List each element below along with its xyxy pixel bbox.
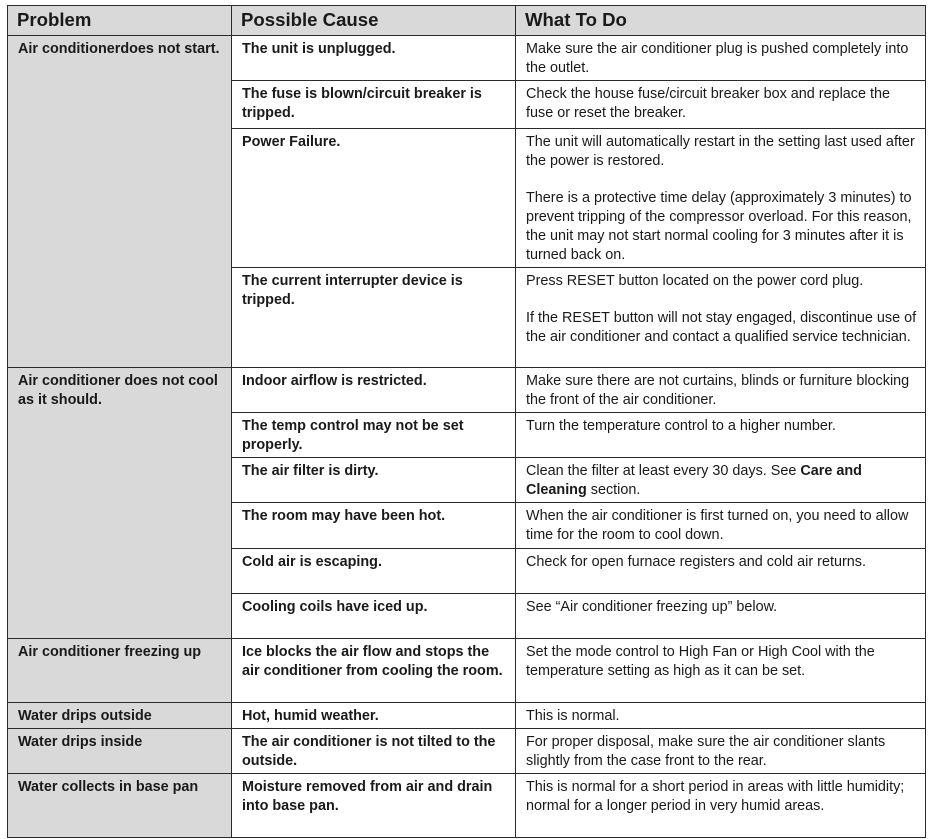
action-text: Clean the filter at least every 30 days. See: [526, 463, 801, 479]
cause-cell: The fuse is blown/circuit breaker is tripped.: [232, 81, 516, 129]
action-cell: [516, 129, 926, 268]
problem-cell: Water drips outside: [8, 703, 232, 729]
header-what-to-do: What To Do: [516, 6, 926, 36]
table-row: [8, 703, 926, 729]
cause-cell: Moisture removed from air and drain into base pan.: [232, 774, 516, 838]
action-cell: [516, 268, 926, 368]
care-and-cleaning-ref: Care and Cleaning: [526, 463, 862, 498]
action-text: section.: [586, 482, 641, 498]
cause-cell: The room may have been hot.: [232, 503, 516, 549]
cause-cell: Power Failure.: [232, 129, 516, 268]
problem-cell: Air conditionerdoes not start.: [8, 36, 232, 368]
header-row: [8, 6, 926, 36]
troubleshooting-table: [7, 5, 926, 838]
action-cell: Make sure the air conditioner plug is pushed completely into the outlet.: [516, 36, 926, 81]
action-cell: For proper disposal, make sure the air conditioner slants slightly from the case front to the rear.: [516, 729, 926, 774]
cause-cell: Hot, humid weather.: [232, 703, 516, 729]
table-row: [8, 774, 926, 838]
table-row: [8, 36, 926, 81]
cause-cell: The air conditioner is not tilted to the outside.: [232, 729, 516, 774]
cause-cell: The temp control may not be set properly.: [232, 413, 516, 458]
action-cell: This is normal for a short period in areas with little humidity; normal for a longer period in very humid areas.: [516, 774, 926, 838]
table-row: [8, 729, 926, 774]
action-paragraph: If the RESET button will not stay engaged, discontinue use of the air conditioner and contact a qualified service technician.: [526, 310, 917, 345]
cause-cell: Cooling coils have iced up.: [232, 594, 516, 639]
action-paragraph: The unit will automatically restart in the setting last used after the power is restored.: [526, 134, 915, 169]
action-cell: Check the house fuse/circuit breaker box and replace the fuse or reset the breaker.: [516, 81, 926, 129]
action-cell: This is normal.: [516, 703, 926, 729]
action-cell: When the air conditioner is first turned on, you need to allow time for the room to cool down.: [516, 503, 926, 549]
cause-cell: The current interrupter device is tripped.: [232, 268, 516, 368]
cause-cell: Cold air is escaping.: [232, 549, 516, 594]
cause-cell: The air filter is dirty.: [232, 458, 516, 503]
action-cell: [516, 458, 926, 503]
action-paragraph: There is a protective time delay (approximately 3 minutes) to prevent tripping of the compressor overload. For this reason, the unit may not start normal cooling for 3 minutes after it is turned back on.: [526, 190, 912, 263]
cause-cell: The unit is unplugged.: [232, 36, 516, 81]
table-row: [8, 368, 926, 413]
header-possible-cause: Possible Cause: [232, 6, 516, 36]
problem-cell: Water collects in base pan: [8, 774, 232, 838]
cause-cell: Indoor airflow is restricted.: [232, 368, 516, 413]
table-row: [8, 639, 926, 703]
cause-cell: Ice blocks the air flow and stops the air conditioner from cooling the room.: [232, 639, 516, 703]
action-paragraph: Press RESET button located on the power cord plug.: [526, 273, 864, 289]
action-cell: See “Air conditioner freezing up” below.: [516, 594, 926, 639]
problem-cell: Water drips inside: [8, 729, 232, 774]
action-cell: Set the mode control to High Fan or High Cool with the temperature setting as high as it can be set.: [516, 639, 926, 703]
problem-cell: Air conditioner does not cool as it should.: [8, 368, 232, 639]
action-cell: Make sure there are not curtains, blinds or furniture blocking the front of the air conditioner.: [516, 368, 926, 413]
problem-cell: Air conditioner freezing up: [8, 639, 232, 703]
action-cell: Turn the temperature control to a higher number.: [516, 413, 926, 458]
header-problem: Problem: [8, 6, 232, 36]
action-cell: Check for open furnace registers and cold air returns.: [516, 549, 926, 594]
